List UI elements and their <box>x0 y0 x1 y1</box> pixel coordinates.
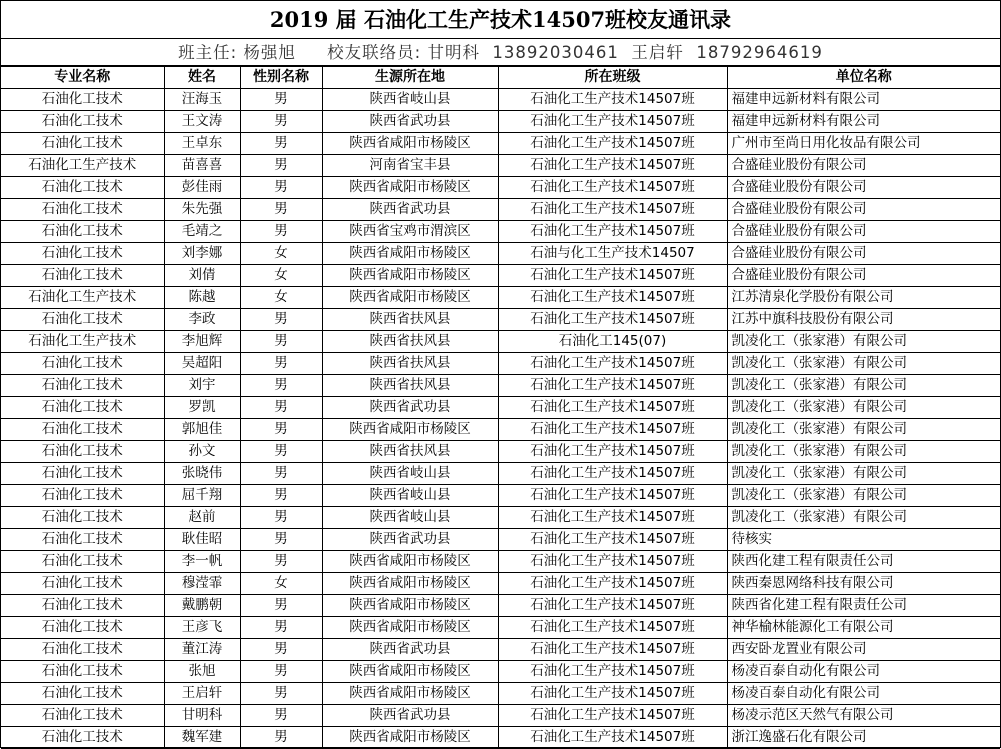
cell-employer: 陕西省化建工程有限责任公司 <box>727 595 1000 617</box>
cell-employer: 神华榆林能源化工有限公司 <box>727 617 1000 639</box>
page-title: 2019 届 石油化工生产技术14507班校友通讯录 <box>1 1 1000 39</box>
cell-gender: 男 <box>240 639 322 661</box>
table-row <box>1 441 1000 463</box>
cell-class: 石油化工生产技术14507班 <box>498 265 727 287</box>
cell-major: 石油化工技术 <box>1 199 164 221</box>
cell-origin: 陕西省宝鸡市渭滨区 <box>322 221 498 243</box>
cell-major: 石油化工技术 <box>1 617 164 639</box>
cell-employer: 凯凌化工（张家港）有限公司 <box>727 331 1000 353</box>
cell-origin: 陕西省咸阳市杨陵区 <box>322 595 498 617</box>
cell-class: 石油化工生产技术14507班 <box>498 177 727 199</box>
cell-gender: 男 <box>240 133 322 155</box>
column-header-employer: 单位名称 <box>727 67 1000 89</box>
cell-name: 魏军建 <box>164 727 240 749</box>
cell-origin: 陕西省扶风县 <box>322 331 498 353</box>
cell-origin: 陕西省咸阳市杨陵区 <box>322 683 498 705</box>
column-header-name: 姓名 <box>164 67 240 89</box>
cell-origin: 陕西省武功县 <box>322 639 498 661</box>
cell-gender: 男 <box>240 727 322 749</box>
cell-name: 罗凯 <box>164 397 240 419</box>
table-row <box>1 111 1000 133</box>
cell-major: 石油化工技术 <box>1 265 164 287</box>
alumni-table <box>1 66 1000 749</box>
cell-major: 石油化工技术 <box>1 727 164 749</box>
table-row <box>1 727 1000 749</box>
cell-name: 董江涛 <box>164 639 240 661</box>
table-row <box>1 199 1000 221</box>
cell-employer: 陕西秦恩网络科技有限公司 <box>727 573 1000 595</box>
cell-major: 石油化工技术 <box>1 551 164 573</box>
cell-origin: 陕西省武功县 <box>322 199 498 221</box>
cell-employer: 凯凌化工（张家港）有限公司 <box>727 485 1000 507</box>
table-row <box>1 243 1000 265</box>
cell-gender: 男 <box>240 705 322 727</box>
cell-name: 王启轩 <box>164 683 240 705</box>
cell-class: 石油化工生产技术14507班 <box>498 353 727 375</box>
cell-origin: 陕西省咸阳市杨陵区 <box>322 617 498 639</box>
cell-class: 石油化工生产技术14507班 <box>498 199 727 221</box>
cell-major: 石油化工技术 <box>1 441 164 463</box>
cell-gender: 女 <box>240 265 322 287</box>
cell-employer: 合盛硅业股份有限公司 <box>727 199 1000 221</box>
cell-major: 石油化工技术 <box>1 683 164 705</box>
cell-employer: 凯凌化工（张家港）有限公司 <box>727 419 1000 441</box>
table-row <box>1 331 1000 353</box>
cell-class: 石油化工生产技术14507班 <box>498 705 727 727</box>
cell-origin: 陕西省岐山县 <box>322 507 498 529</box>
cell-employer: 西安卧龙置业有限公司 <box>727 639 1000 661</box>
cell-class: 石油化工生产技术14507班 <box>498 573 727 595</box>
cell-origin: 陕西省咸阳市杨陵区 <box>322 133 498 155</box>
cell-name: 刘倩 <box>164 265 240 287</box>
cell-origin: 陕西省咸阳市杨陵区 <box>322 573 498 595</box>
cell-name: 张晓伟 <box>164 463 240 485</box>
cell-origin: 河南省宝丰县 <box>322 155 498 177</box>
cell-gender: 女 <box>240 287 322 309</box>
contact-subtitle: 班主任: 杨强旭 校友联络员: 甘明科 13892030461 王启轩 18792964619 <box>1 39 1000 66</box>
column-header-gender: 性别名称 <box>240 67 322 89</box>
cell-major: 石油化工技术 <box>1 595 164 617</box>
cell-employer: 福建申远新材料有限公司 <box>727 89 1000 111</box>
cell-name: 李一帆 <box>164 551 240 573</box>
cell-employer: 杨凌示范区天然气有限公司 <box>727 705 1000 727</box>
column-header-origin: 生源所在地 <box>322 67 498 89</box>
cell-class: 石油化工生产技术14507班 <box>498 111 727 133</box>
table-row <box>1 485 1000 507</box>
cell-name: 王文涛 <box>164 111 240 133</box>
cell-class: 石油化工生产技术14507班 <box>498 309 727 331</box>
table-row <box>1 419 1000 441</box>
cell-class: 石油化工生产技术14507班 <box>498 397 727 419</box>
table-row <box>1 287 1000 309</box>
table-body <box>1 89 1000 749</box>
cell-name: 李政 <box>164 309 240 331</box>
cell-employer: 凯凌化工（张家港）有限公司 <box>727 441 1000 463</box>
table-row <box>1 133 1000 155</box>
cell-employer: 合盛硅业股份有限公司 <box>727 243 1000 265</box>
cell-origin: 陕西省咸阳市杨陵区 <box>322 551 498 573</box>
cell-name: 甘明科 <box>164 705 240 727</box>
table-header-row <box>1 67 1000 89</box>
cell-employer: 凯凌化工（张家港）有限公司 <box>727 375 1000 397</box>
cell-origin: 陕西省咸阳市杨陵区 <box>322 419 498 441</box>
cell-gender: 男 <box>240 485 322 507</box>
cell-major: 石油化工生产技术 <box>1 331 164 353</box>
cell-gender: 男 <box>240 331 322 353</box>
cell-origin: 陕西省武功县 <box>322 705 498 727</box>
cell-class: 石油化工生产技术14507班 <box>498 375 727 397</box>
cell-employer: 杨凌百泰自动化有限公司 <box>727 683 1000 705</box>
cell-employer: 广州市至尚日用化妆品有限公司 <box>727 133 1000 155</box>
cell-origin: 陕西省武功县 <box>322 397 498 419</box>
cell-class: 石油化工生产技术14507班 <box>498 551 727 573</box>
cell-origin: 陕西省咸阳市杨陵区 <box>322 727 498 749</box>
cell-major: 石油化工技术 <box>1 419 164 441</box>
cell-employer: 陕西化建工程有限责任公司 <box>727 551 1000 573</box>
cell-class: 石油化工生产技术14507班 <box>498 133 727 155</box>
cell-name: 屈千翔 <box>164 485 240 507</box>
table-row <box>1 551 1000 573</box>
cell-major: 石油化工技术 <box>1 705 164 727</box>
table-row <box>1 617 1000 639</box>
cell-gender: 男 <box>240 419 322 441</box>
table-row <box>1 639 1000 661</box>
cell-origin: 陕西省岐山县 <box>322 89 498 111</box>
cell-origin: 陕西省岐山县 <box>322 485 498 507</box>
cell-gender: 男 <box>240 309 322 331</box>
table-row <box>1 265 1000 287</box>
cell-major: 石油化工技术 <box>1 177 164 199</box>
cell-major: 石油化工技术 <box>1 353 164 375</box>
cell-class: 石油化工生产技术14507班 <box>498 639 727 661</box>
table-row <box>1 177 1000 199</box>
cell-employer: 福建申远新材料有限公司 <box>727 111 1000 133</box>
table-row <box>1 309 1000 331</box>
cell-origin: 陕西省扶风县 <box>322 309 498 331</box>
table-row <box>1 573 1000 595</box>
cell-major: 石油化工技术 <box>1 243 164 265</box>
cell-gender: 男 <box>240 199 322 221</box>
cell-name: 耿佳昭 <box>164 529 240 551</box>
table-row <box>1 463 1000 485</box>
cell-gender: 男 <box>240 617 322 639</box>
cell-gender: 男 <box>240 155 322 177</box>
cell-origin: 陕西省咸阳市杨陵区 <box>322 661 498 683</box>
cell-name: 戴鹏朝 <box>164 595 240 617</box>
table-row <box>1 89 1000 111</box>
cell-class: 石油化工生产技术14507班 <box>498 727 727 749</box>
cell-class: 石油化工生产技术14507班 <box>498 89 727 111</box>
cell-class: 石油化工生产技术14507班 <box>498 507 727 529</box>
cell-origin: 陕西省扶风县 <box>322 375 498 397</box>
cell-gender: 女 <box>240 573 322 595</box>
cell-name: 王卓东 <box>164 133 240 155</box>
column-header-class: 所在班级 <box>498 67 727 89</box>
table-row <box>1 507 1000 529</box>
cell-class: 石油化工生产技术14507班 <box>498 661 727 683</box>
cell-name: 朱先强 <box>164 199 240 221</box>
cell-name: 刘李娜 <box>164 243 240 265</box>
cell-major: 石油化工技术 <box>1 375 164 397</box>
cell-major: 石油化工技术 <box>1 397 164 419</box>
cell-origin: 陕西省武功县 <box>322 529 498 551</box>
cell-major: 石油化工技术 <box>1 507 164 529</box>
cell-name: 汪海玉 <box>164 89 240 111</box>
cell-name: 李旭辉 <box>164 331 240 353</box>
cell-major: 石油化工技术 <box>1 661 164 683</box>
cell-origin: 陕西省扶风县 <box>322 353 498 375</box>
cell-major: 石油化工技术 <box>1 529 164 551</box>
cell-employer: 合盛硅业股份有限公司 <box>727 155 1000 177</box>
cell-gender: 男 <box>240 683 322 705</box>
cell-major: 石油化工技术 <box>1 221 164 243</box>
table-row <box>1 397 1000 419</box>
cell-origin: 陕西省咸阳市杨陵区 <box>322 177 498 199</box>
cell-gender: 男 <box>240 595 322 617</box>
table-row <box>1 705 1000 727</box>
cell-name: 郭旭佳 <box>164 419 240 441</box>
cell-gender: 男 <box>240 111 322 133</box>
cell-gender: 男 <box>240 89 322 111</box>
column-header-major: 专业名称 <box>1 67 164 89</box>
cell-class: 石油化工145(07) <box>498 331 727 353</box>
cell-employer: 凯凌化工（张家港）有限公司 <box>727 397 1000 419</box>
cell-class: 石油与化工生产技术14507 <box>498 243 727 265</box>
cell-employer: 合盛硅业股份有限公司 <box>727 265 1000 287</box>
table-row <box>1 155 1000 177</box>
cell-gender: 男 <box>240 507 322 529</box>
cell-class: 石油化工生产技术14507班 <box>498 485 727 507</box>
cell-gender: 男 <box>240 529 322 551</box>
cell-origin: 陕西省咸阳市杨陵区 <box>322 287 498 309</box>
cell-employer: 凯凌化工（张家港）有限公司 <box>727 353 1000 375</box>
cell-class: 石油化工生产技术14507班 <box>498 617 727 639</box>
cell-class: 石油化工生产技术14507班 <box>498 595 727 617</box>
cell-origin: 陕西省扶风县 <box>322 441 498 463</box>
cell-employer: 待核实 <box>727 529 1000 551</box>
cell-employer: 合盛硅业股份有限公司 <box>727 177 1000 199</box>
cell-name: 刘宇 <box>164 375 240 397</box>
cell-major: 石油化工生产技术 <box>1 155 164 177</box>
cell-gender: 男 <box>240 177 322 199</box>
cell-major: 石油化工技术 <box>1 463 164 485</box>
cell-gender: 男 <box>240 353 322 375</box>
cell-major: 石油化工技术 <box>1 133 164 155</box>
cell-major: 石油化工生产技术 <box>1 287 164 309</box>
table-row <box>1 375 1000 397</box>
cell-gender: 男 <box>240 375 322 397</box>
cell-major: 石油化工技术 <box>1 111 164 133</box>
cell-origin: 陕西省岐山县 <box>322 463 498 485</box>
cell-employer: 合盛硅业股份有限公司 <box>727 221 1000 243</box>
cell-gender: 男 <box>240 551 322 573</box>
cell-gender: 女 <box>240 243 322 265</box>
cell-class: 石油化工生产技术14507班 <box>498 463 727 485</box>
cell-class: 石油化工生产技术14507班 <box>498 441 727 463</box>
cell-name: 王彦飞 <box>164 617 240 639</box>
cell-origin: 陕西省武功县 <box>322 111 498 133</box>
cell-gender: 男 <box>240 441 322 463</box>
cell-major: 石油化工技术 <box>1 309 164 331</box>
cell-origin: 陕西省咸阳市杨陵区 <box>322 243 498 265</box>
cell-major: 石油化工技术 <box>1 573 164 595</box>
cell-employer: 江苏清泉化学股份有限公司 <box>727 287 1000 309</box>
table-row <box>1 595 1000 617</box>
cell-name: 彭佳雨 <box>164 177 240 199</box>
cell-name: 张旭 <box>164 661 240 683</box>
cell-name: 穆滢霏 <box>164 573 240 595</box>
cell-employer: 浙江逸盛石化有限公司 <box>727 727 1000 749</box>
cell-employer: 凯凌化工（张家港）有限公司 <box>727 463 1000 485</box>
cell-class: 石油化工生产技术14507班 <box>498 221 727 243</box>
table-row <box>1 661 1000 683</box>
cell-gender: 男 <box>240 221 322 243</box>
cell-gender: 男 <box>240 463 322 485</box>
cell-major: 石油化工技术 <box>1 639 164 661</box>
cell-class: 石油化工生产技术14507班 <box>498 419 727 441</box>
cell-class: 石油化工生产技术14507班 <box>498 155 727 177</box>
cell-major: 石油化工技术 <box>1 89 164 111</box>
cell-class: 石油化工生产技术14507班 <box>498 683 727 705</box>
cell-origin: 陕西省咸阳市杨陵区 <box>322 265 498 287</box>
cell-gender: 男 <box>240 661 322 683</box>
cell-major: 石油化工技术 <box>1 485 164 507</box>
cell-name: 吴超阳 <box>164 353 240 375</box>
table-row <box>1 529 1000 551</box>
cell-class: 石油化工生产技术14507班 <box>498 287 727 309</box>
cell-employer: 江苏中旗科技股份有限公司 <box>727 309 1000 331</box>
cell-name: 赵前 <box>164 507 240 529</box>
cell-class: 石油化工生产技术14507班 <box>498 529 727 551</box>
table-row <box>1 221 1000 243</box>
table-row <box>1 353 1000 375</box>
table-row <box>1 683 1000 705</box>
cell-name: 毛靖之 <box>164 221 240 243</box>
cell-name: 苗喜喜 <box>164 155 240 177</box>
cell-name: 陈越 <box>164 287 240 309</box>
cell-employer: 杨凌百泰自动化有限公司 <box>727 661 1000 683</box>
cell-gender: 男 <box>240 397 322 419</box>
cell-name: 孙文 <box>164 441 240 463</box>
cell-employer: 凯凌化工（张家港）有限公司 <box>727 507 1000 529</box>
